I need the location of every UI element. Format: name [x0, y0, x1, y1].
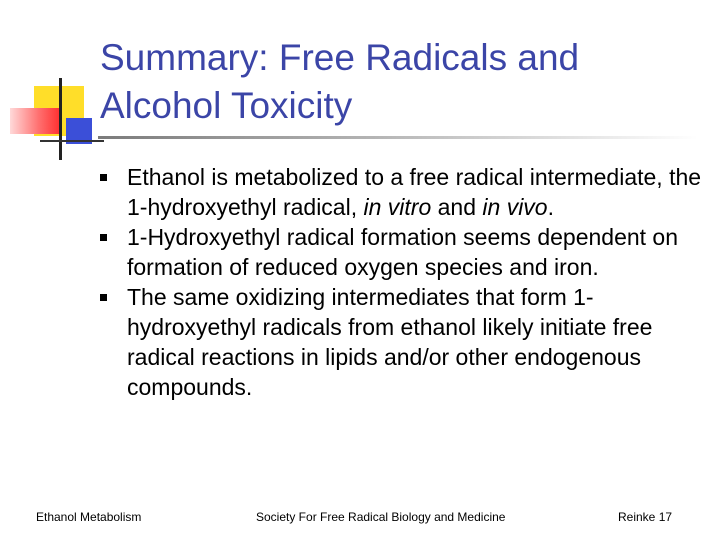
bullet-text	[127, 284, 652, 400]
bullet-square-icon	[100, 294, 107, 301]
bullet-text-run: .	[547, 194, 554, 220]
decorative-vertical-line	[59, 78, 62, 160]
title-underline-rule	[98, 136, 698, 139]
bullet-italic-run: in vivo	[482, 194, 548, 220]
decorative-red-gradient-bar	[10, 108, 62, 134]
bullet-text-run: The same oxidizing intermediates that form 1-hydroxyethyl radicals from ethanol likely initiate free radical reactions in lipids and/or other endogenous compounds.	[127, 284, 653, 400]
bullet-square-icon	[100, 174, 107, 181]
bullet-italic-run: in vitro	[363, 194, 432, 220]
decorative-horizontal-line	[40, 140, 104, 142]
bullet-item	[100, 282, 705, 402]
footer-slide-number: Reinke 17	[618, 510, 673, 524]
bullet-text	[127, 224, 678, 280]
bullet-text-run: and	[431, 194, 483, 220]
footer-society: Society For Free Radical Biology and Medicine	[256, 510, 506, 524]
slide-title: Summary: Free Radicals and Alcohol Toxicity	[100, 37, 580, 126]
footer-course-title: Ethanol Metabolism	[36, 510, 142, 524]
bullet-text-run: 1-Hydroxyethyl radical formation seems dependent on formation of reduced oxygen species and iron.	[127, 224, 679, 280]
bullet-square-icon	[100, 234, 107, 241]
bullet-text	[127, 164, 701, 220]
bullet-item	[100, 162, 705, 222]
bullet-item	[100, 222, 705, 282]
bullet-list	[100, 162, 705, 402]
bullet-text-run: Ethanol is metabolized to a free radical intermediate, the 1-hydroxyethyl radical,	[127, 164, 702, 220]
